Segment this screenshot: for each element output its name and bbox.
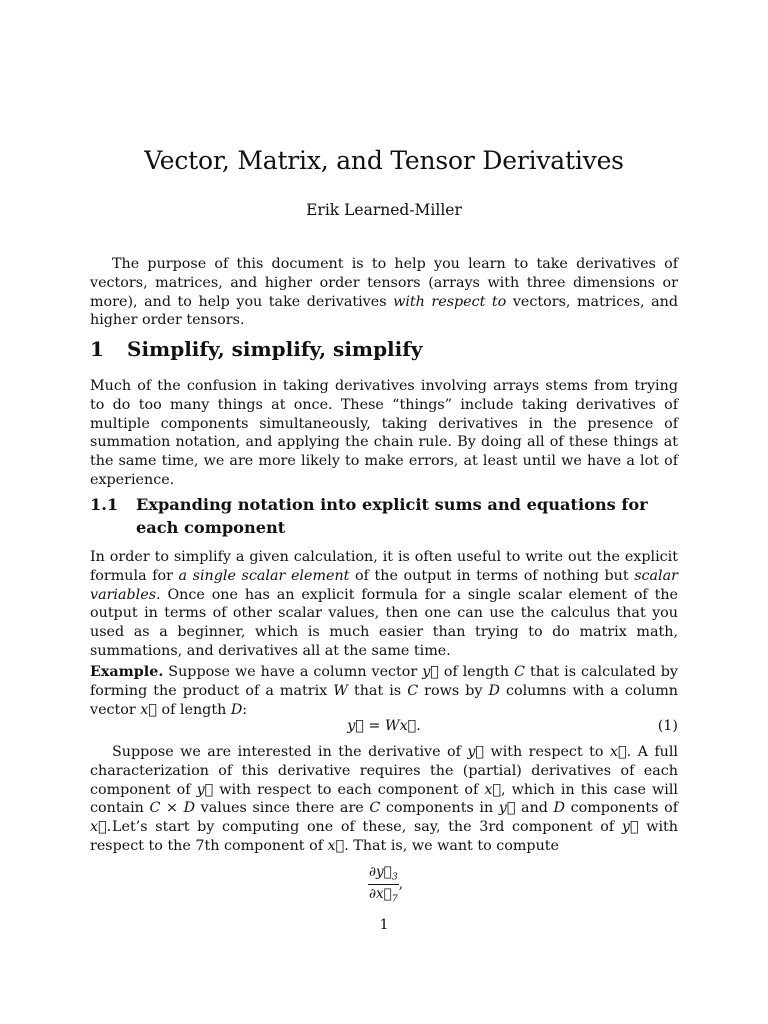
subsection-heading bbox=[90, 493, 690, 539]
section-paragraph: Much of the confusion in taking derivatives involving arrays stems from trying to do too many things at once. These “things” include taking derivatives of multiple components simultaneously, taking derivatives in the presence of summation notation, and applying the chain rule. By doing all of these things at the same time, we are more likely to make errors, at least until we have a lot of experience. bbox=[90, 378, 678, 488]
simplify-paragraph: In order to simplify a given calculation, it is often useful to write out the explicit formula for a single scalar element of the output in terms of nothing but scalar variables. Once one has an explicit formula for a single scalar element of the output in terms of other scalar values, then one can use the calculus that you used as a beginner, which is much easier than trying to do matrix math, summations, and derivatives all at the same time. bbox=[90, 549, 678, 659]
section-heading bbox=[90, 337, 422, 361]
page-number: 1 bbox=[379, 917, 389, 933]
subsection-number: 1.1 bbox=[90, 495, 119, 514]
equation-number: (1) bbox=[657, 718, 678, 734]
example-label: Example. bbox=[90, 664, 164, 680]
equation-expression: y⃗ = Wx⃗. bbox=[347, 718, 421, 734]
partial-derivative-fraction: $\frac{\partial y⃗_3}{\partial x⃗_7}$ , bbox=[369, 864, 404, 905]
fraction-denominator: $\partial x⃗_7$ bbox=[369, 885, 398, 905]
section-number: 1 bbox=[90, 337, 104, 361]
compute-paragraph: Let’s start by computing one of these, say, the 3rd component of y⃗ with respect to the 7th component of x⃗. That is, we want to compute bbox=[90, 819, 678, 854]
example-paragraph: Example. Suppose we have a column vector y⃗ of length C that is calculated by forming the product of a matrix W that is C rows by D columns with a column vector x⃗ of length D: bbox=[90, 664, 679, 718]
subsection-title: Expanding notation into explicit sums and equations for each component bbox=[136, 495, 648, 537]
fraction-numerator: $\partial y⃗_3$ bbox=[369, 864, 398, 883]
document-title: Vector, Matrix, and Tensor Derivatives bbox=[144, 146, 624, 175]
section-title: Simplify, simplify, simplify bbox=[127, 337, 423, 361]
author-name: Erik Learned-Miller bbox=[306, 201, 462, 219]
abstract-paragraph: The purpose of this document is to help you learn to take derivatives of vectors, matrices, and higher order tensors (arrays with three dimensions or more), and to help you take derivatives with respect to vectors, matrices, and higher order tensors. bbox=[90, 256, 678, 329]
derivative-paragraph: Suppose we are interested in the derivative of y⃗ with respect to x⃗. A full characterization of this derivative requires the (partial) derivatives of each component of y⃗ with respect to each component of x⃗, which in this case will contain C × D values since there are C components in y⃗ and D components of x⃗. bbox=[90, 744, 679, 836]
